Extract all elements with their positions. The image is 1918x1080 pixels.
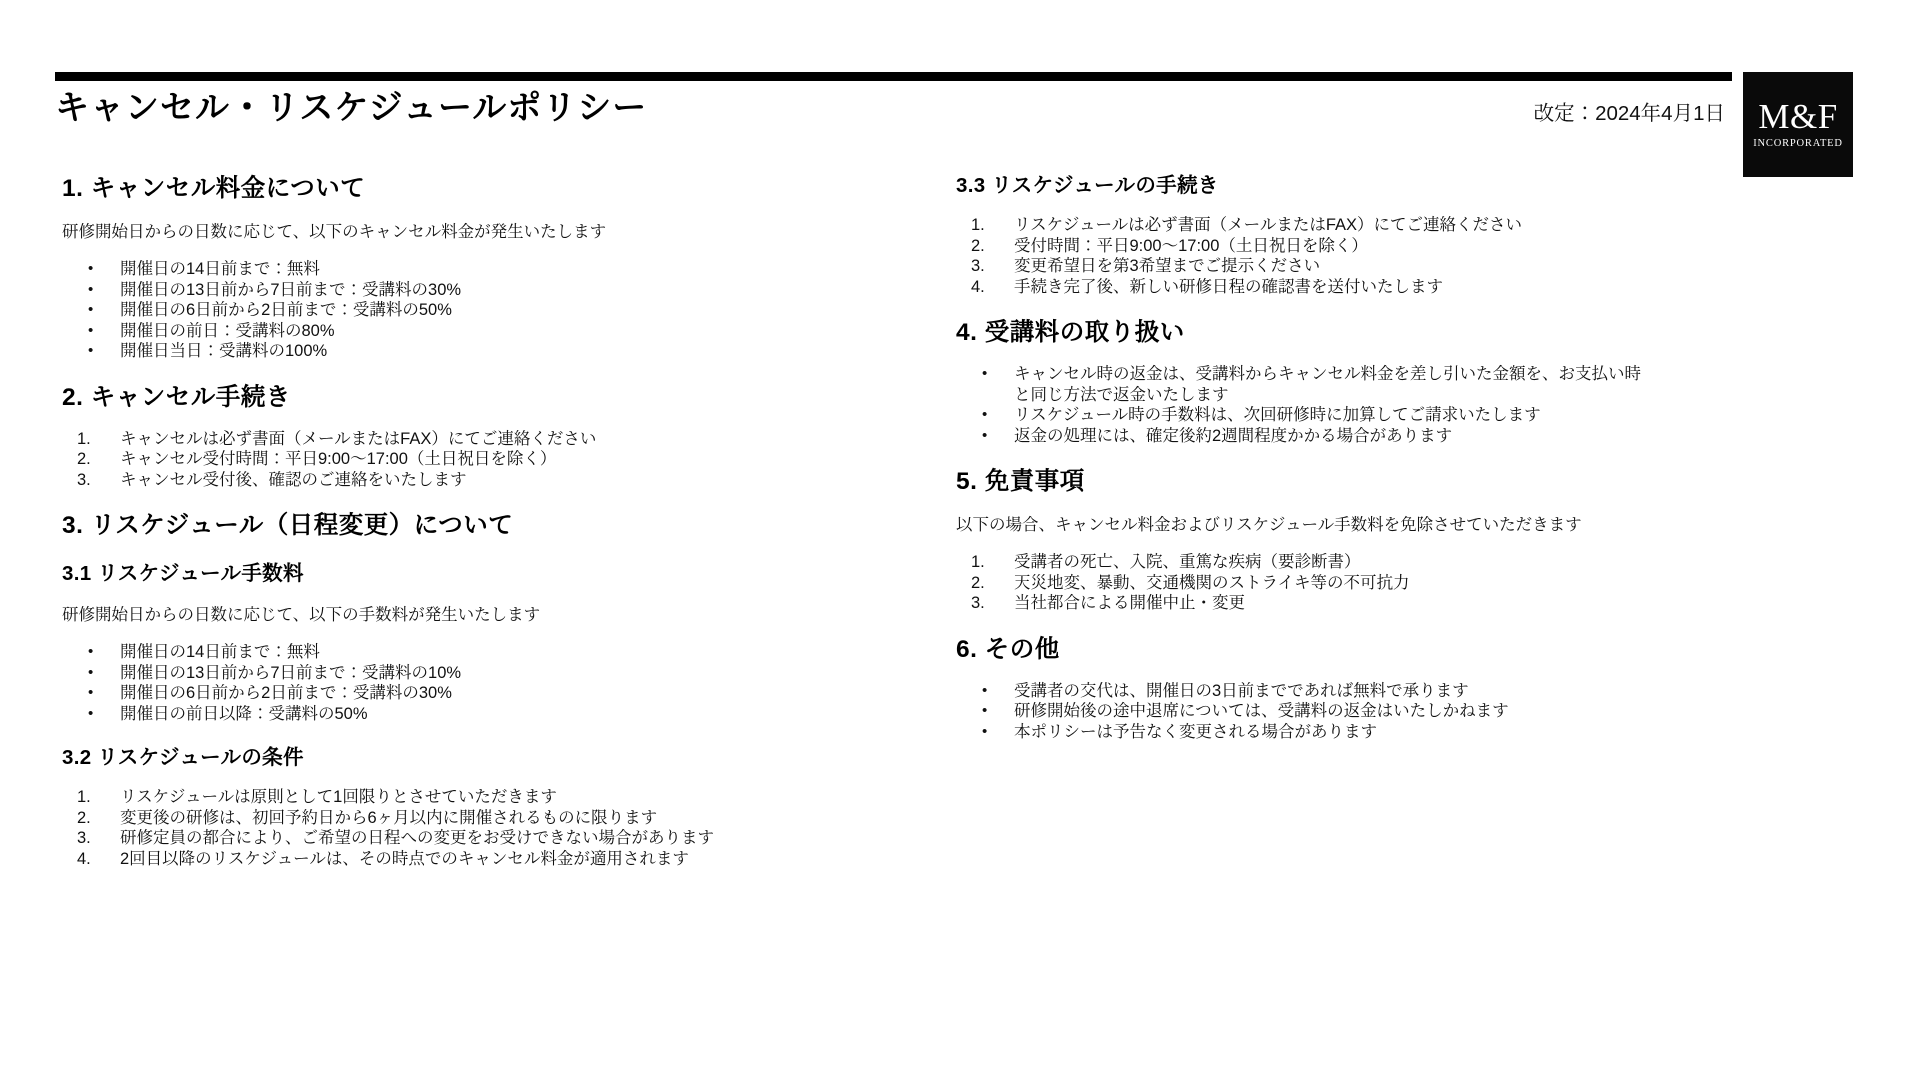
section-heading: 4. 受講料の取り扱い <box>956 319 1185 346</box>
list-item-text: 受講者の交代は、開催日の3日前までであれば無料で承ります <box>1014 681 1469 700</box>
list-item <box>956 552 1648 573</box>
list-item <box>62 704 762 725</box>
list-item-text: 開催日の前日以降：受講料の50% <box>120 704 368 723</box>
list-item-text: 当社都合による開催中止・変更 <box>1014 594 1245 612</box>
list-item-text: キャンセル受付時間：平日9:00〜17:00（土日祝日を除く） <box>120 450 557 468</box>
list-item <box>62 449 762 470</box>
list-item-text: キャンセルは必ず書面（メールまたはFAX）にてご連絡ください <box>120 429 597 448</box>
list-marker: 2. <box>971 573 985 592</box>
list-marker: • <box>88 260 94 277</box>
list-item <box>62 849 762 870</box>
list-item <box>62 429 762 450</box>
list-marker: 2. <box>77 450 91 468</box>
list-marker: 1. <box>77 429 91 448</box>
list-marker: • <box>982 681 988 699</box>
list-item-text: リスケジュールは必ず書面（メールまたはFAX）にてご連絡ください <box>1014 216 1523 234</box>
revision-date: 改定：2024年4月1日 <box>1533 102 1725 125</box>
list-item-text: 研修開始後の途中退席については、受講料の返金はいたしかねます <box>1014 702 1509 720</box>
bullet-list <box>62 259 762 362</box>
list-item <box>956 701 1648 722</box>
list-marker: • <box>88 301 94 318</box>
list-item-text: 開催日当日：受講料の100% <box>120 342 328 360</box>
document-body <box>62 174 1648 869</box>
list-item <box>62 300 762 321</box>
list-marker: 2. <box>77 808 91 827</box>
list-item-text: キャンセル時の返金は、受講料からキャンセル料金を差し引いた金額を、お支払い時と同じ方法で返金いたします <box>1014 365 1641 404</box>
list-marker: • <box>982 365 988 382</box>
list-item-text: キャンセル受付後、確認のご連絡をいたします <box>120 470 467 489</box>
list-item-text: 研修定員の都合により、ご希望の日程への変更をお受けできない場合があります <box>120 829 714 847</box>
left-column <box>62 174 762 869</box>
section-heading: 2. キャンセル手続き <box>62 383 291 411</box>
bullet-list <box>956 364 1648 446</box>
list-marker: 3. <box>77 470 91 489</box>
list-marker: • <box>982 702 988 719</box>
right-column <box>956 174 1648 742</box>
list-marker: • <box>982 426 988 444</box>
list-item-text: 受付時間：平日9:00〜17:00（土日祝日を除く） <box>1014 236 1368 255</box>
bullet-list <box>956 681 1648 743</box>
list-marker: • <box>88 684 94 701</box>
header-rule <box>55 72 1732 81</box>
list-item-text: 手続き完了後、新しい研修日程の確認書を送付いたします <box>1014 277 1443 296</box>
list-item-text: 2回目以降のリスケジュールは、その時点でのキャンセル料金が適用されます <box>120 849 689 868</box>
list-item-text: 開催日の14日前まで：無料 <box>120 260 320 278</box>
list-item <box>62 280 762 301</box>
section-heading: 3.1 リスケジュール手数料 <box>62 562 304 585</box>
section-paragraph: 以下の場合、キャンセル料金およびリスケジュール手数料を免除させていただきます <box>956 516 1582 534</box>
list-marker: 3. <box>971 594 985 612</box>
section-heading: 1. キャンセル料金について <box>62 175 366 202</box>
list-item <box>956 681 1648 702</box>
list-item <box>956 256 1648 277</box>
section-heading: 6. その他 <box>956 635 1060 663</box>
section-heading: 5. 免責事項 <box>956 468 1085 495</box>
list-item <box>956 215 1648 236</box>
list-item-text: 変更後の研修は、初回予約日から6ヶ月以内に開催されるものに限ります <box>120 808 658 827</box>
section-heading: 3.3 リスケジュールの手続き <box>956 174 1219 197</box>
list-item <box>62 828 762 849</box>
list-marker: 1. <box>971 216 985 234</box>
numbered-list <box>62 429 762 491</box>
list-item-text: リスケジュールは原則として1回限りとさせていただきます <box>120 788 557 806</box>
list-item-text: 開催日の14日前まで：無料 <box>120 643 320 661</box>
list-marker: 3. <box>971 257 985 275</box>
company-logo <box>1743 72 1853 177</box>
list-marker: • <box>88 321 94 339</box>
list-item <box>62 642 762 663</box>
section-heading: 3. リスケジュール（日程変更）について <box>62 512 514 539</box>
numbered-list <box>956 215 1648 297</box>
list-item <box>956 426 1648 447</box>
list-marker: • <box>982 722 988 740</box>
bullet-list <box>62 642 762 724</box>
list-marker: • <box>88 643 94 660</box>
page-title: キャンセル・リスケジュールポリシー <box>55 89 648 127</box>
logo-subtext: INCORPORATED <box>1753 138 1843 149</box>
list-item <box>956 277 1648 298</box>
list-item <box>956 236 1648 257</box>
numbered-list <box>956 552 1648 614</box>
list-marker: 3. <box>77 829 91 847</box>
list-item <box>62 341 762 362</box>
list-item-text: 開催日の13日前から7日前まで：受講料の30% <box>120 280 462 299</box>
list-item-text: 開催日の前日：受講料の80% <box>120 321 335 340</box>
list-marker: 1. <box>77 788 91 806</box>
list-item <box>62 808 762 829</box>
list-item-text: 返金の処理には、確定後約2週間程度かかる場合があります <box>1014 426 1453 445</box>
list-item <box>956 405 1648 426</box>
list-item <box>62 321 762 342</box>
list-item-text: 天災地変、暴動、交通機関のストライキ等の不可抗力 <box>1014 573 1410 592</box>
list-item <box>62 259 762 280</box>
list-item-text: 変更希望日を第3希望までご提示ください <box>1014 257 1321 275</box>
section-paragraph: 研修開始日からの日数に応じて、以下のキャンセル料金が発生いたします <box>62 223 607 241</box>
logo-name: M&F <box>1758 97 1838 136</box>
list-marker: • <box>88 704 94 722</box>
section-paragraph: 研修開始日からの日数に応じて、以下の手数料が発生いたします <box>62 606 541 624</box>
list-item-text: 開催日の6日前から2日前まで：受講料の50% <box>120 301 452 319</box>
list-marker: • <box>88 280 94 298</box>
list-marker: • <box>982 406 988 423</box>
list-item-text: リスケジュール時の手数料は、次回研修時に加算してご請求いたします <box>1014 406 1541 424</box>
list-item <box>956 593 1648 614</box>
list-item-text: 開催日の6日前から2日前まで：受講料の30% <box>120 684 452 702</box>
list-item <box>956 364 1648 405</box>
list-marker: • <box>88 342 94 359</box>
list-marker: 4. <box>77 849 91 868</box>
list-item-text: 開催日の13日前から7日前まで：受講料の10% <box>120 663 462 682</box>
list-item <box>956 722 1648 743</box>
list-marker: 4. <box>971 277 985 296</box>
list-item <box>956 573 1648 594</box>
list-item-text: 受講者の死亡、入院、重篤な疾病（要診断書） <box>1014 553 1361 571</box>
list-item <box>62 663 762 684</box>
list-marker: 2. <box>971 236 985 255</box>
section-heading: 3.2 リスケジュールの条件 <box>62 746 304 769</box>
list-item <box>62 683 762 704</box>
list-marker: 1. <box>971 553 985 571</box>
list-item-text: 本ポリシーは予告なく変更される場合があります <box>1014 722 1377 741</box>
list-marker: • <box>88 663 94 681</box>
numbered-list <box>62 787 762 869</box>
list-item <box>62 787 762 808</box>
list-item <box>62 470 762 491</box>
